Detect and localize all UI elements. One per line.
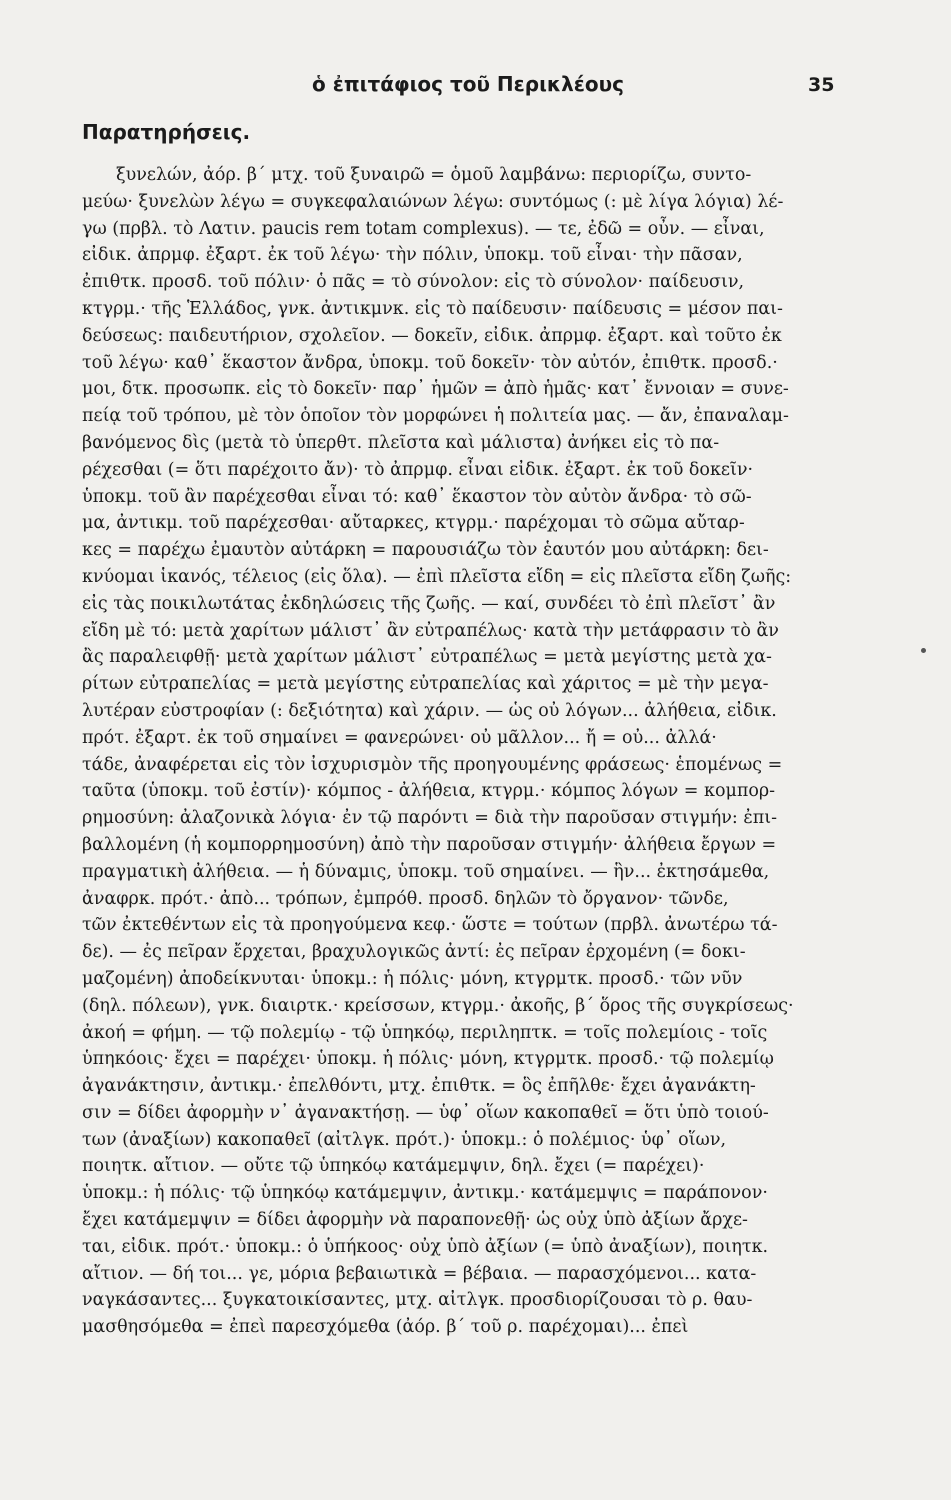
text-line: εἰδικ. ἀπρμφ. ἐξαρτ. ἐκ τοῦ λέγω· τὴν πόλιν, ὑποκμ. τοῦ εἶναι· τὴν πᾶσαν, — [82, 245, 743, 266]
text-line: πρότ. ἐξαρτ. ἐκ τοῦ σημαίνει = φανερώνει· οὐ μᾶλλον... ἤ = οὐ... ἀλλά· — [82, 727, 717, 748]
text-line: των (ἀναξίων) κακοπαθεῖ (αἰτλγκ. πρότ.)· ὑποκμ.: ὁ πολέμιος· ὑφ᾽ οἵων, — [82, 1129, 727, 1150]
text-line: βαλλομένη (ἡ κομπορρημοσύνη) ἀπὸ τὴν παροῦσαν στιγμήν· ἀλήθεια ἔργων = — [82, 834, 777, 855]
text-line: μα, ἀντικμ. τοῦ παρέχεσθαι· αὔταρκες, κτγρμ.· παρέχομαι τὸ σῶμα αὔταρ- — [82, 513, 745, 534]
text-line: ἔχει κατάμεμψιν = δίδει ἀφορμὴν νὰ παραπονεθῇ· ὡς οὐχ ὑπὸ ἀξίων ἄρχε- — [82, 1210, 748, 1231]
text-line: ὑποκμ. τοῦ ἂν παρέχεσθαι εἶναι τό: καθ᾽ ἕκαστον τὸν αὐτὸν ἄνδρα· τὸ σῶ- — [82, 486, 752, 507]
page-number: 35 — [808, 74, 835, 96]
text-line: σιν = δίδει ἀφορμὴν ν᾽ ἀγανακτήσῃ. — ὑφ᾽ οἵων κακοπαθεῖ = ὅτι ὑπὸ τοιού- — [82, 1102, 769, 1123]
text-line: μοι, δτκ. προσωπκ. εἰς τὸ δοκεῖν· παρ᾽ ἡμῶν = ἀπὸ ἡμᾶς· κατ᾽ ἔννοιαν = συνε- — [82, 379, 789, 400]
ink-speck — [921, 648, 926, 653]
text-line: αἴτιον. — δή τοι... γε, μόρια βεβαιωτικὰ = βέβαια. — παρασχόμενοι... κατα- — [82, 1263, 757, 1284]
text-line: ρέχεσθαι (= ὅτι παρέχοιτο ἄν)· τὸ ἀπρμφ. εἶναι εἰδικ. ἐξαρτ. ἐκ τοῦ δοκεῖν· — [82, 459, 754, 480]
text-line: πείᾳ τοῦ τρόπου, μὲ τὸν ὁποῖον τὸν μορφώνει ἡ πολιτεία μας. — ἄν, ἐπαναλαμ- — [82, 406, 789, 427]
text-line: λυτέραν εὐστροφίαν (: δεξιότητα) καὶ χάριν. — ὡς οὐ λόγων... ἀλήθεια, εἰδικ. — [82, 700, 777, 721]
text-line: μεύω· ξυνελὼν λέγω = συγκεφαλαιώνων λέγω: συντόμως (: μὲ λίγα λόγια) λέ- — [82, 191, 784, 212]
section-heading: Παρατηρήσεις. — [82, 120, 251, 144]
text-line: ὑποκμ.: ἡ πόλις· τῷ ὑπηκόῳ κατάμεμψιν, ἀντικμ.· κατάμεμψις = παράπονον· — [82, 1183, 768, 1204]
text-line: εἰς τὰς ποικιλωτάτας ἐκδηλώσεις τῆς ζωῆς. — καί, συνδέει τὸ ἐπὶ πλεῖστ᾽ ἂν — [82, 593, 776, 614]
text-line: γω (πρβλ. τὸ Λατιν. paucis rem totam complexus). — τε, ἐδῶ = οὖν. — εἶναι, — [82, 218, 765, 239]
text-line: (δηλ. πόλεων), γνκ. διαιρτκ.· κρείσσων, κτγρμ.· ἀκοῆς, β΄ ὅρος τῆς συγκρίσεως· — [82, 995, 794, 1016]
text-line: ἀγανάκτησιν, ἀντικμ.· ἐπελθόντι, μτχ. ἐπιθτκ. = ὃς ἐπῆλθε· ἔχει ἀγανάκτη- — [82, 1076, 756, 1097]
text-line: ὑπηκόοις· ἔχει = παρέχει· ὑποκμ. ἡ πόλις· μόνη, κτγρμτκ. προσδ.· τῷ πολεμίῳ — [82, 1049, 774, 1070]
text-line: ἂς παραλειφθῇ· μετὰ χαρίτων μάλιστ᾽ εὐτραπέλως = μετὰ μεγίστης μετὰ χα- — [82, 647, 772, 668]
running-head-title: ὁ ἐπιτάφιος τοῦ Περικλέους — [312, 72, 625, 96]
text-line: ρημοσύνη: ἀλαζονικὰ λόγια· ἐν τῷ παρόντι = διὰ τὴν παροῦσαν στιγμήν: ἐπι- — [82, 808, 777, 829]
text-line: τοῦ λέγω· καθ᾽ ἕκαστον ἄνδρα, ὑποκμ. τοῦ δοκεῖν· τὸν αὐτόν, ἐπιθτκ. προσδ.· — [82, 352, 778, 373]
text-line: τάδε, ἀναφέρεται εἰς τὸν ἰσχυρισμὸν τῆς προηγουμένης φράσεως· ἑπομένως = — [82, 754, 783, 775]
text-line: κνύομαι ἱκανός, τέλειος (εἰς ὅλα). — ἐπὶ πλεῖστα εἴδη = εἰς πλεῖστα εἴδη ζωῆς: — [82, 566, 792, 587]
text-line: μαζομένη) ἀποδείκνυται· ὑποκμ.: ἡ πόλις· μόνη, κτγρμτκ. προσδ.· τῶν νῦν — [82, 968, 743, 989]
text-line: ποιητκ. αἴτιον. — οὔτε τῷ ὑπηκόῳ κατάμεμψιν, δηλ. ἔχει (= παρέχει)· — [82, 1156, 705, 1177]
text-line: εἴδη μὲ τό: μετὰ χαρίτων μάλιστ᾽ ἂν εὐτραπέλως· κατὰ τὴν μετάφρασιν τὸ ἂν — [82, 620, 779, 641]
text-line: δε). — ἐς πεῖραν ἔρχεται, βραχυλογικῶς ἀντί: ἐς πεῖραν ἐρχομένη (= δοκι- — [82, 942, 746, 963]
text-line: ναγκάσαντες... ξυγκατοικίσαντες, μτχ. αἰτλγκ. προσδιορίζουσαι τὸ ρ. θαυ- — [82, 1290, 753, 1311]
text-line: τῶν ἐκτεθέντων εἰς τὰ προηγούμενα κεφ.· ὥστε = τούτων (πρβλ. ἀνωτέρω τά- — [82, 915, 778, 936]
text-line: πραγματικὴ ἀλήθεια. — ἡ δύναμις, ὑποκμ. τοῦ σημαίνει. — ἣν... ἐκτησάμεθα, — [82, 861, 770, 882]
text-line: μασθησόμεθα = ἐπεὶ παρεσχόμεθα (ἀόρ. β΄ τοῦ ρ. παρέχομαι)... ἐπεὶ — [82, 1317, 689, 1338]
running-head — [0, 72, 951, 100]
text-line: ρίτων εὐτραπελίας = μετὰ μεγίστης εὐτραπελίας καὶ χάριτος = μὲ τὴν μεγα- — [82, 674, 769, 695]
commentary-text — [82, 162, 852, 1341]
text-line: κες = παρέχω ἐμαυτὸν αὐτάρκη = παρουσιάζω τὸν ἑαυτόν μου αὐτάρκη: δει- — [82, 540, 769, 561]
text-line: δεύσεως: παιδευτήριον, σχολεῖον. — δοκεῖν, εἰδικ. ἀπρμφ. ἐξαρτ. καὶ τοῦτο ἐκ — [82, 325, 782, 346]
text-line: ἐπιθτκ. προσδ. τοῦ πόλιν· ὁ πᾶς = τὸ σύνολον: εἰς τὸ σύνολον· παίδευσιν, — [82, 272, 745, 293]
text-line: κτγρμ.· τῆς Ἑλλάδος, γνκ. ἀντικμνκ. εἰς τὸ παίδευσιν· παίδευσις = μέσον παι- — [82, 298, 783, 319]
text-line: ἀναφρκ. πρότ.· ἀπὸ... τρόπων, ἐμπρόθ. προσδ. δηλῶν τὸ ὄργανον· τῶνδε, — [82, 888, 729, 909]
text-line: ται, εἰδικ. πρότ.· ὑποκμ.: ὁ ὑπήκοος· οὐχ ὑπὸ ἀξίων (= ὑπὸ ἀναξίων), ποιητκ. — [82, 1236, 769, 1257]
text-line: ταῦτα (ὑποκμ. τοῦ ἐστίν)· κόμπος - ἀλήθεια, κτγρμ.· κόμπος λόγων = κομπορ- — [82, 781, 776, 802]
text-line: ἀκοή = φήμη. — τῷ πολεμίῳ - τῷ ὑπηκόῳ, περιληπτκ. = τοῖς πολεμίοις - τοῖς — [82, 1022, 768, 1043]
text-line: ξυνελών, ἀόρ. β΄ μτχ. τοῦ ξυναιρῶ = ὁμοῦ λαμβάνω: περιορίζω, συντο- — [116, 165, 752, 185]
text-line: βανόμενος δὶς (μετὰ τὸ ὑπερθτ. πλεῖστα καὶ μάλιστα) ἀνήκει εἰς τὸ πα- — [82, 432, 720, 453]
